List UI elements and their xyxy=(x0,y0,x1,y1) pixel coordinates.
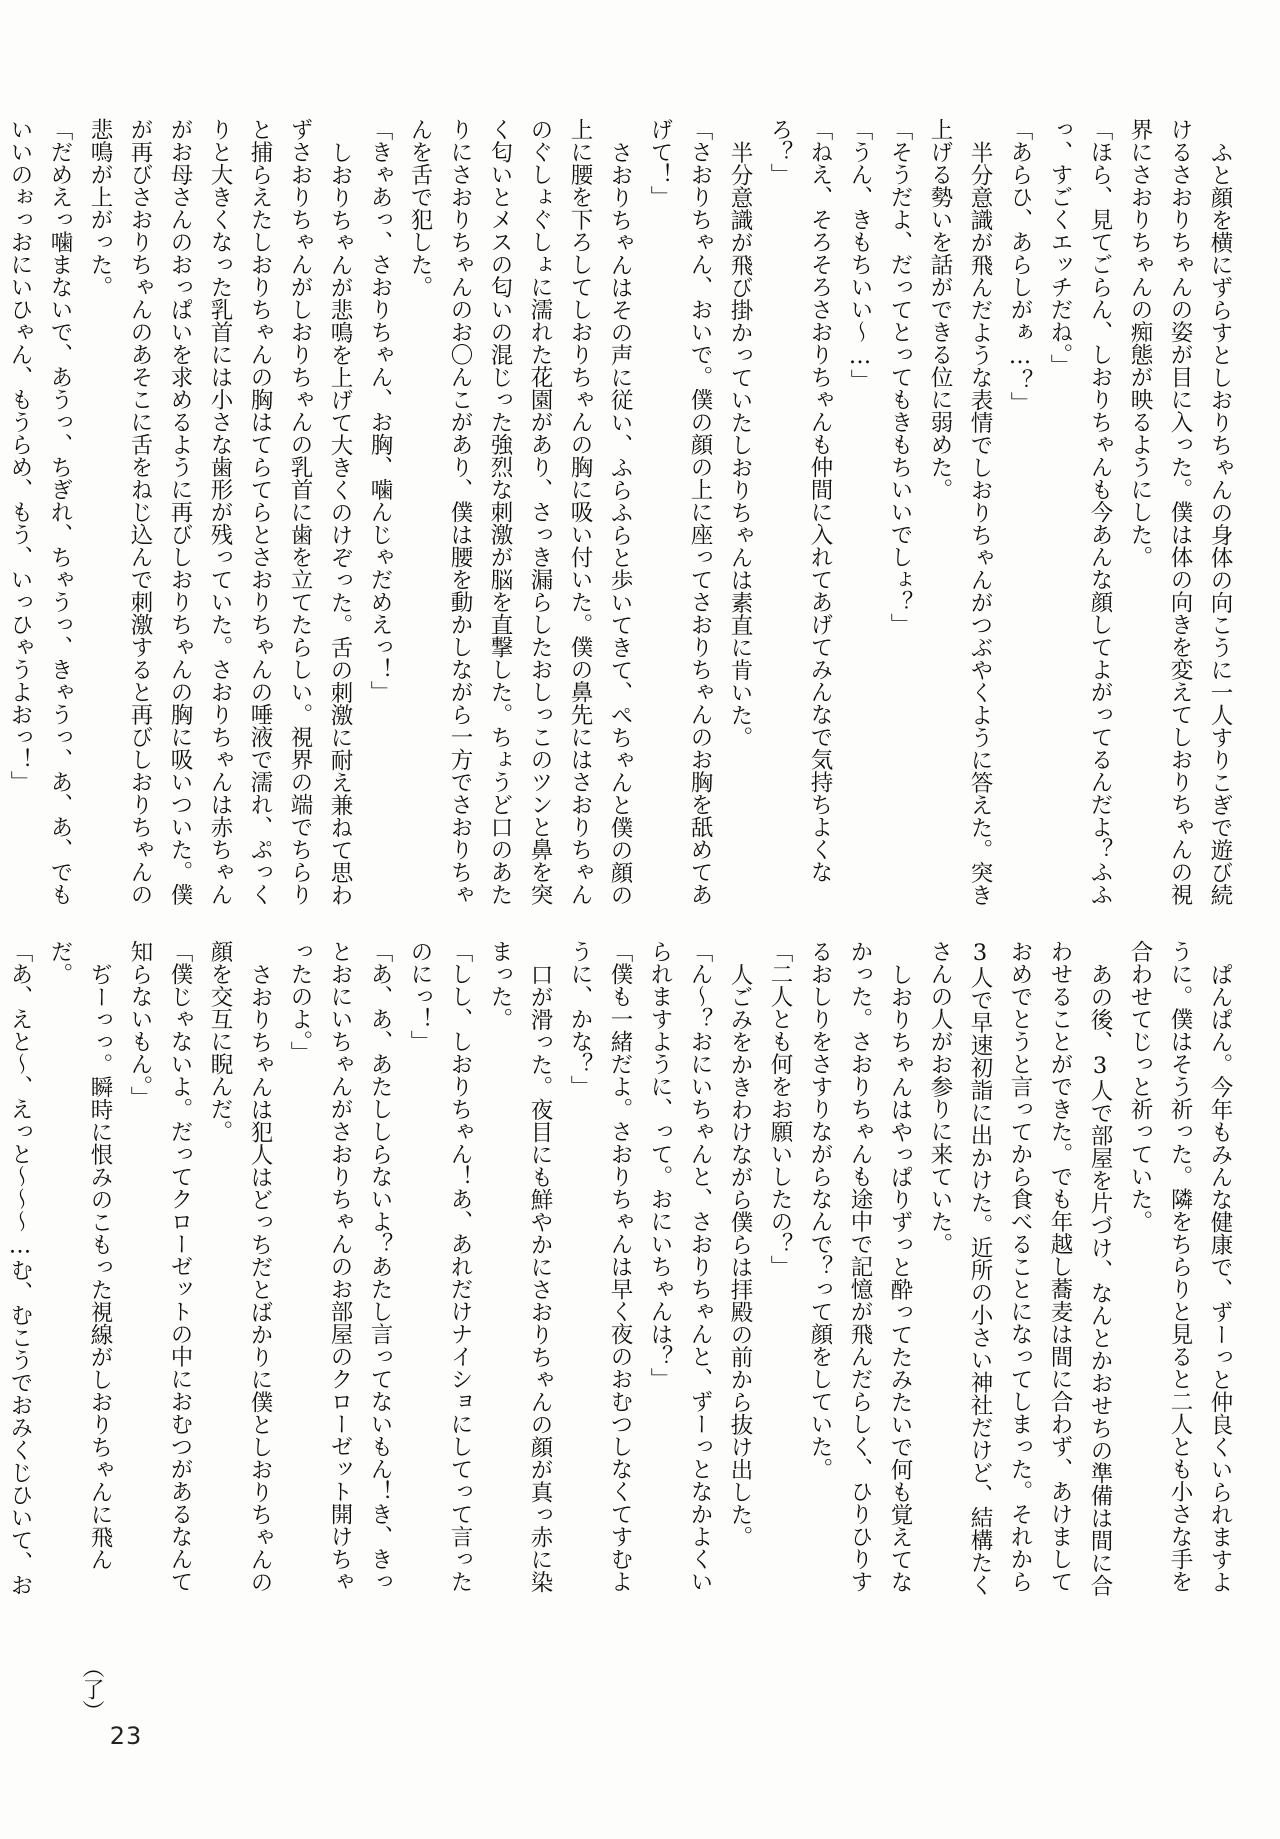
paragraph: 「ほら、見てごらん、しおりちゃんも今あんな顔してよがってるんだよ？ふふっ、すごくエッチだね。」 xyxy=(1047,118,1113,906)
paragraph: ぢーっっ。瞬時に恨みのこもった視線がしおりちゃんに飛んだ。 xyxy=(47,940,113,1570)
paragraph: 「僕も一緒だよ。さおりちゃんは早く夜のおむつしなくてすむように、かな？」 xyxy=(567,940,633,1593)
paragraph: 「二人とも何をお願いしたの？」 xyxy=(767,940,793,1278)
page-number: 23 xyxy=(109,1722,143,1750)
paragraph: 口が滑った。夜目にも鮮やかにさおりちゃんの顔が真っ赤に染まった。 xyxy=(487,940,553,1593)
paragraph: 「さおりちゃん、おいで。僕の顔の上に座ってさおりちゃんのお胸を舐めてあげて！」 xyxy=(647,118,713,906)
paragraph: ふと顔を横にずらすとしおりちゃんの身体の向こうに一人すりこぎで遊び続けるさおりちゃんの姿が目に入った。僕は体の向きを変えてしおりちゃんの視界にさおりちゃんの痴態が映るようにした。 xyxy=(1127,118,1233,906)
paragraph: 「うん、きもちいい～…」 xyxy=(847,118,873,392)
lower-text-block xyxy=(7,940,1240,1600)
paragraph: 半分意識が飛んだような表情でしおりちゃんがつぶやくように答えた。突き上げる勢いを話ができる位に弱めた。 xyxy=(927,118,993,906)
paragraph: 「だめえっ噛まないで、あうっ、ちぎれ、ちゃうっ、きゃうっ、あ、あ、でもいいのぉっおにいひゃん、もうらめ、もう、いっひゃうよおっ！」 xyxy=(7,118,73,906)
paragraph: 「あ、えと～、えっと～～～…む、むこうでおみくじひいて、お xyxy=(7,940,33,1596)
paragraph: 人ごみをかきわけながら僕らは拝殿の前から抜け出した。 xyxy=(727,962,753,1548)
paragraph: あの後、3人で部屋を片づけ、なんとかおせちの準備は間に合わせることができた。でも年越し蕎麦は間に合わず、あけましておめでとうと言ってから食べることになってしまった。それから3人で早速初詣に出かけた。近所の小さい神社だけど、結構たくさんの人がお参りに来ていた。 xyxy=(927,940,1113,1596)
paragraph: 「しし、しおりちゃん！あ、あれだけナイショにしてって言ったのにっ！」 xyxy=(407,940,473,1593)
paragraph: ぱんぱん。今年もみんな健康で、ずーっと仲良くいられますように。僕はそう祈った。隣をちらりと見ると二人とも小さな手を合わせてじっと祈っていた。 xyxy=(1127,940,1233,1593)
paragraph: しおりちゃんが悲鳴を上げて大きくのけぞった。舌の刺激に耐え兼ねて思わずさおりちゃんがしおりちゃんの乳首に歯を立てたらしい。視界の端でちらりと捕らえたしおりちゃんの胸はてらてらとさおりちゃんの唾液で濡れ、ぷっくりと大きくなった乳首には小さな歯形が残っていた。さおりちゃんは赤ちゃんがお母さんのおっぱいを求めるように再びしおりちゃんの胸に吸いついた。僕が再びさおりちゃんのあそこに舌をねじ込んで刺激すると再びしおりちゃんの悲鳴が上がった。 xyxy=(87,118,353,906)
end-mark: （了） xyxy=(79,1656,104,1722)
paragraph: 「あらひ、あらしがぁ…？」 xyxy=(1007,118,1033,414)
paragraph: 「あ、あ、あたししらないよ？あたし言ってないもん！き、きっとおにいちゃんがさおりちゃんのお部屋のクローゼット開けちゃったのよ。」 xyxy=(287,940,393,1593)
paragraph: しおりちゃんはやっぱりずっと酔ってたみたいで何も覚えてなかった。さおりちゃんも途中で記憶が飛んだらしく、ひりひりするおしりをさすりながらなんで？って顔をしていた。 xyxy=(807,940,913,1593)
paragraph: 「僕じゃないよ。だってクローゼットの中におむつがあるなんて知らないもん。」 xyxy=(127,940,193,1593)
paragraph: さおりちゃんはその声に従い、ふらふらと歩いてきて、ぺちゃんと僕の顔の上に腰を下ろしてしおりちゃんの胸に吸い付いた。僕の鼻先にはさおりちゃんのぐしょぐしょに濡れた花園があり、さっき漏らしたおしっこのツンと鼻を突く匂いとメスの匂いの混じった強烈な刺激が脳を直撃した。ちょうど口のあたりにさおりちゃんのお〇んこがあり、僕は腰を動かしながら一方でさおりちゃんを舌で犯した。 xyxy=(407,118,633,906)
paragraph: さおりちゃんは犯人はどっちだとばかりに僕としおりちゃんの顔を交互に睨んだ。 xyxy=(207,940,273,1593)
paragraph: 「ねえ、そろそろさおりちゃんも仲間に入れてあげてみんなで気持ちよくなろ？」 xyxy=(767,118,833,883)
upper-text-block xyxy=(7,118,1240,918)
paragraph: 「そうだよ、だってとってもきもちいいでしょ？」 xyxy=(887,118,913,636)
paragraph: 「ん～？おにいちゃんと、さおりちゃんと、ずーっとなかよくいられますように、って。おにいちゃんは？」 xyxy=(647,940,713,1593)
paragraph: 半分意識が飛び掛かっていたしおりちゃんは素直に肯いた。 xyxy=(727,140,753,748)
paragraph: 「きゃあっ、さおりちゃん、お胸、噛んじゃだめえっ！」 xyxy=(367,118,393,703)
